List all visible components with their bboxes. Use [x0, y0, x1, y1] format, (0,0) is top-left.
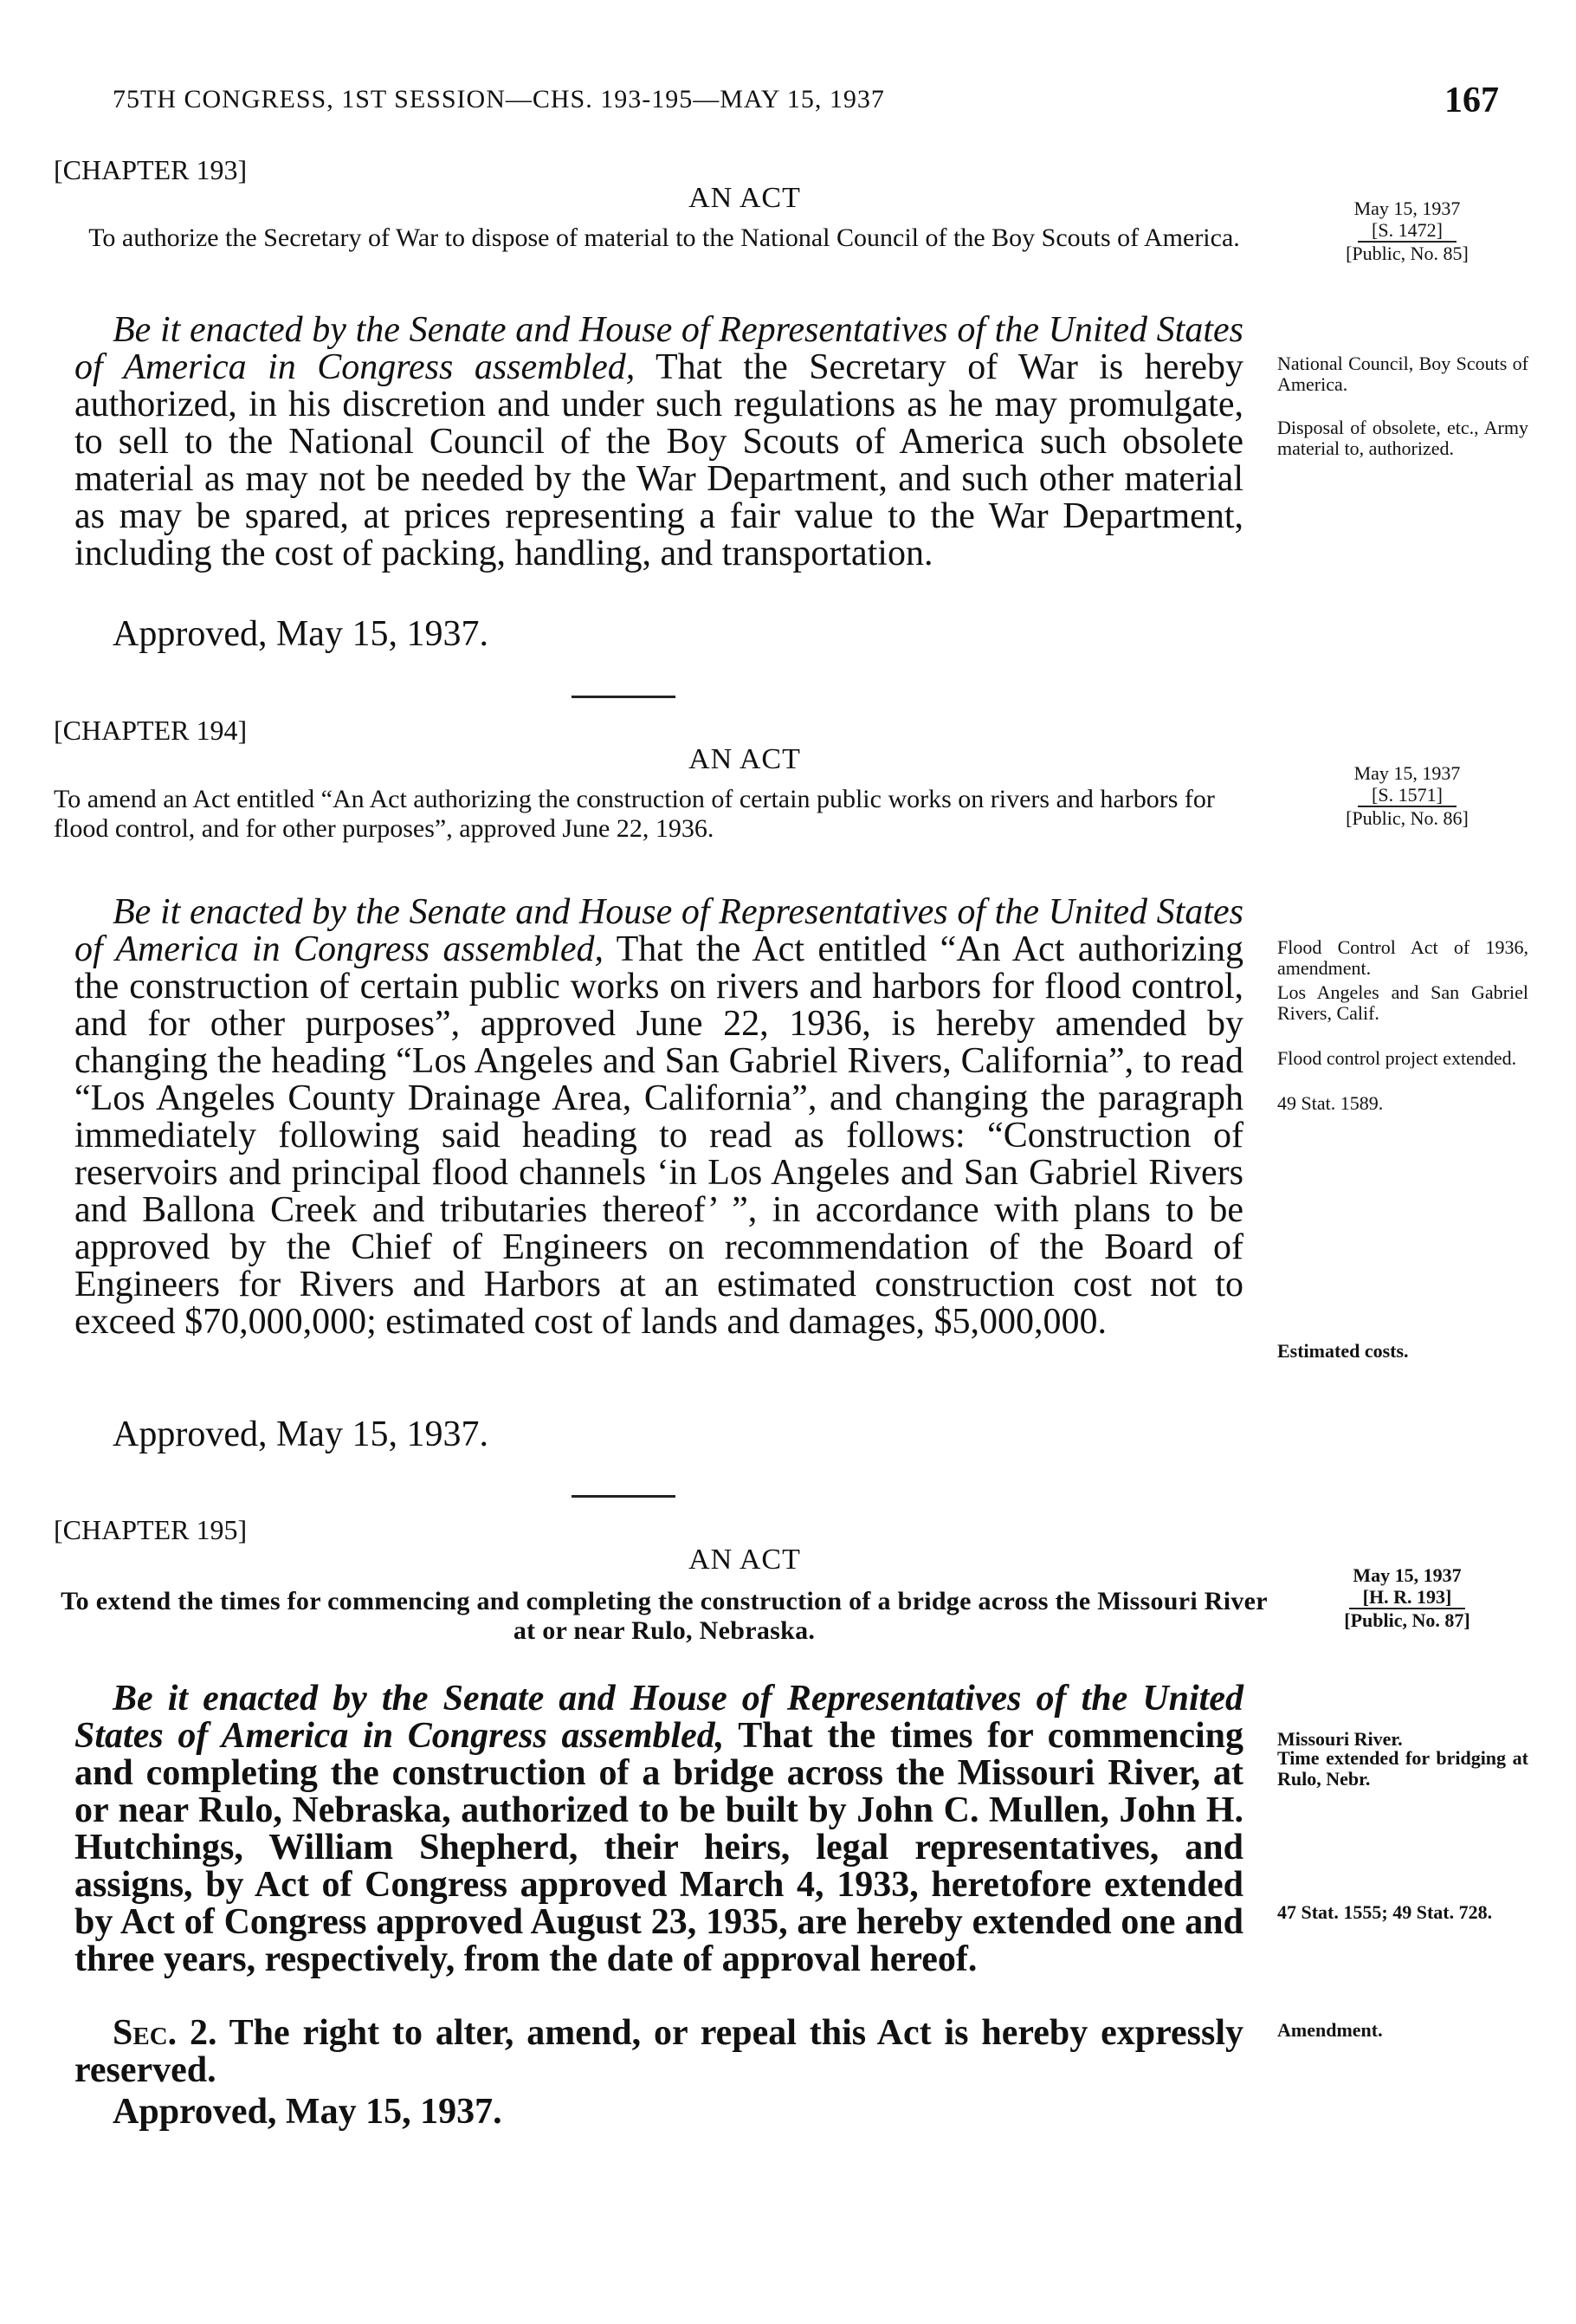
- chapter-193-date: May 15, 1937: [1353, 197, 1461, 219]
- chapter-193-public-law: [Public, No. 85]: [1346, 243, 1469, 264]
- chapter-195-act-label: AN ACT: [688, 1544, 801, 1576]
- chapter-194-margin-note-2: Los Angeles and San Gabriel Rivers, Calif.: [1277, 981, 1528, 1024]
- chapter-194-text: That the Act entitled “An Act authorizing the construction of certain public works on rivers and harbors for flood control, and for other purposes”, approved June 22, 1936, is hereby amended by changing the heading “Los Angeles and San Gabriel Rivers, California”, to read “Los Angeles County Drainage Area, California”, and changing the paragraph immediately following said heading to read as follows: “Construction of reservoirs and principal flood channels ‘in Los Angeles and San Gabriel Rivers and Ballona Creek and tributaries thereof’ ”, in accordance with plans to be approved by the Chief of Engineers on recommendation of the Board of Engineers for Rivers and Harbors at an estimated construction cost not to exceed $70,000,000; estimated cost of lands and damages, $5,000,000.: [74, 929, 1244, 1342]
- chapter-195-sec-text: The right to alter, amend, or repeal this Act is hereby expressly reserved.: [74, 2013, 1243, 2090]
- chapter-194-date: May 15, 1937: [1353, 762, 1461, 784]
- chapter-194-purpose: To amend an Act entitled “An Act authorizing the construction of certain public works on rivers and harbors for flood control, and for other purposes”, approved June 22, 1936.: [54, 785, 1215, 843]
- page-number: 167: [1444, 81, 1499, 120]
- chapter-194-margin-note-4: 49 Stat. 1589.: [1277, 1092, 1384, 1114]
- chapter-195-bill: [H. R. 193]: [1349, 1586, 1466, 1609]
- chapter-195-body: [74, 1680, 1243, 1978]
- chapter-194-public-law: [Public, No. 86]: [1346, 807, 1469, 829]
- chapter-195-enacting-clause: Be it enacted by the Senate and House of Representatives of the United States of America in Congress assembled,: [74, 1679, 1243, 1756]
- chapter-193-body: [74, 312, 1243, 573]
- chapter-193-bill: [S. 1472]: [1358, 219, 1457, 243]
- chapter-194-act-label: AN ACT: [688, 743, 801, 775]
- chapter-195-purpose: To extend the times for commencing and completing the construction of a bridge across the Missouri River at or near Rulo, Nebraska.: [61, 1587, 1268, 1645]
- chapter-194-body: [74, 894, 1243, 1341]
- chapter-195-approved: Approved, May 15, 1937.: [113, 2092, 502, 2132]
- chapter-194-margin-note-3: Flood control project extended.: [1277, 1047, 1517, 1069]
- chapter-195-sec-label: Sec. 2.: [113, 2013, 217, 2053]
- running-header: 75TH CONGRESS, 1ST SESSION—CHS. 193-195—MAY 15, 1937: [113, 85, 885, 113]
- chapter-193-text: That the Secretary of War is hereby authorized, in his discretion and under such regulations as he may promulgate, to sell to the National Council of the Boy Scouts of America such obsolete material as may not be needed by the War Department, and such other material as may be spared, at prices representing a fair value to the War Department, including the cost of packing, handling, and transportation.: [74, 347, 1243, 573]
- chapter-194-sidehead: [1277, 762, 1537, 829]
- chapter-193-approved: Approved, May 15, 1937.: [113, 614, 488, 654]
- chapter-194-margin-note-1: Flood Control Act of 1936, amendment.: [1277, 936, 1528, 979]
- chapter-193-heading: [CHAPTER 193]: [54, 154, 248, 185]
- chapter-193-act-label: AN ACT: [688, 182, 801, 214]
- chapter-193-margin-note-1: National Council, Boy Scouts of America.: [1277, 353, 1528, 395]
- chapter-195-section-2: [74, 2015, 1243, 2089]
- chapter-194-bill: [S. 1571]: [1358, 784, 1457, 807]
- chapter-195-margin-note-1: Missouri River.: [1277, 1728, 1403, 1750]
- chapter-194-approved: Approved, May 15, 1937.: [113, 1414, 488, 1454]
- chapter-193-sidehead: [1277, 197, 1537, 264]
- section-divider: [572, 1495, 675, 1498]
- chapter-194-heading: [CHAPTER 194]: [54, 715, 248, 746]
- chapter-195-heading: [CHAPTER 195]: [54, 1514, 248, 1545]
- chapter-195-date: May 15, 1937: [1353, 1564, 1462, 1586]
- chapter-195-margin-note-4: Amendment.: [1277, 2019, 1383, 2041]
- section-divider: [572, 696, 675, 698]
- chapter-195-margin-note-3: 47 Stat. 1555; 49 Stat. 728.: [1277, 1901, 1493, 1923]
- chapter-194-margin-note-5: Estimated costs.: [1277, 1340, 1409, 1362]
- chapter-195-public-law: [Public, No. 87]: [1344, 1609, 1470, 1631]
- chapter-195-sidehead: [1277, 1564, 1537, 1631]
- chapter-193-purpose: To authorize the Secretary of War to dispose of material to the National Council of the Boy Scouts of America.: [88, 223, 1240, 252]
- chapter-195-text: That the times for commencing and completing the construction of a bridge across the Missouri River, at or near Rulo, Nebraska, authorized to be built by John C. Mullen, John H. Hutchings, William Shepherd, their heirs, legal representatives, and assigns, by Act of Congress approved March 4, 1933, heretofore extended by Act of Congress approved August 23, 1935, are hereby extended one and three years, respectively, from the date of approval hereof.: [74, 1716, 1243, 1979]
- chapter-195-margin-note-2: Time extended for bridging at Rulo, Nebr.: [1277, 1747, 1528, 1790]
- chapter-193-enacting-clause: Be it enacted by the Senate and House of Representatives of the United States of America in Congress assembled,: [74, 310, 1243, 387]
- chapter-194-enacting-clause: Be it enacted by the Senate and House of Representatives of the United States of America in Congress assembled,: [74, 892, 1243, 969]
- chapter-193-margin-note-2: Disposal of obsolete, etc., Army material to, authorized.: [1277, 417, 1528, 459]
